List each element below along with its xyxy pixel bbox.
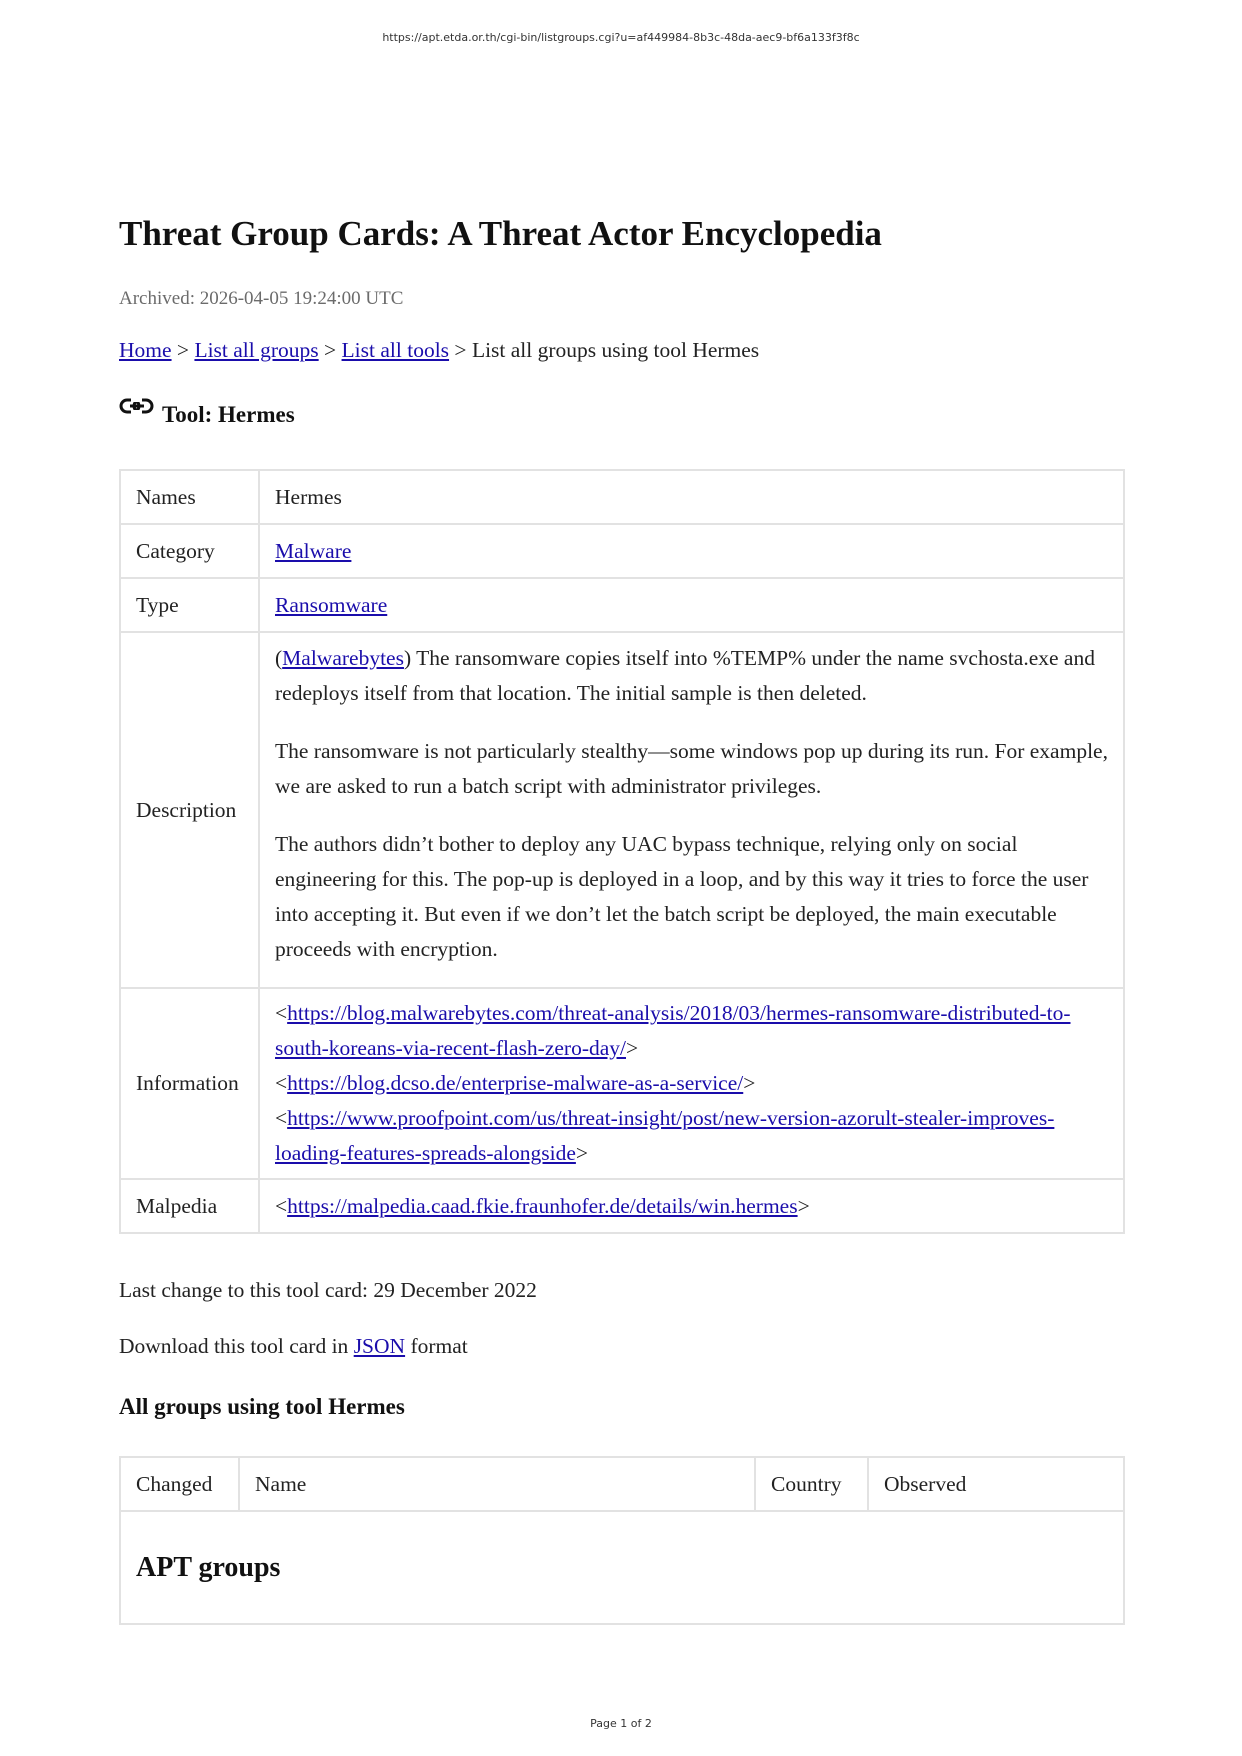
row-label: Information bbox=[120, 988, 259, 1179]
malpedia-link[interactable]: https://malpedia.caad.fkie.fraunhofer.de/details/win.hermes bbox=[287, 1193, 798, 1218]
groups-heading: All groups using tool Hermes bbox=[119, 1394, 405, 1419]
last-change-text: Last change to this tool card: 29 December 2022 bbox=[119, 1278, 537, 1302]
table-row-description bbox=[120, 632, 1124, 988]
paren-open: ( bbox=[275, 646, 283, 670]
information-link[interactable]: https://blog.dcso.de/enterprise-malware-as-a-service/ bbox=[287, 1071, 744, 1095]
breadcrumb-separator: > bbox=[454, 338, 467, 362]
table-row-information bbox=[120, 988, 1124, 1179]
row-label: Type bbox=[120, 578, 259, 632]
angle-close: > bbox=[743, 1071, 756, 1095]
information-link[interactable]: https://www.proofpoint.com/us/threat-insight/post/new-version-azorult-stealer-improves-loading-features-spreads-alongside bbox=[275, 1106, 1055, 1165]
angle-close: > bbox=[575, 1141, 589, 1165]
download-prefix: Download this tool card in bbox=[119, 1334, 354, 1358]
link-icon bbox=[119, 396, 155, 422]
tool-heading-text: Tool: Hermes bbox=[162, 402, 295, 427]
page-title: Threat Group Cards: A Threat Actor Encyclopedia bbox=[119, 214, 882, 253]
category-cell bbox=[259, 524, 1124, 578]
tool-info-table bbox=[119, 469, 1125, 1234]
column-header-observed: Observed bbox=[868, 1457, 1124, 1511]
description-paragraph: The ransomware is not particularly stealthy—some windows pop up during its run. For example, we are asked to run a batch script with administrator privileges. bbox=[275, 739, 1108, 798]
information-link-line bbox=[275, 996, 1108, 1066]
description-text: The ransomware copies itself into %TEMP% under the name svchosta.exe and redeploys itself from that location. The initial sample is then deleted. bbox=[275, 646, 1095, 705]
type-link[interactable]: Ransomware bbox=[275, 592, 388, 617]
row-label: Category bbox=[120, 524, 259, 578]
angle-open: < bbox=[275, 1193, 288, 1218]
row-label: Description bbox=[120, 632, 259, 988]
table-header-row bbox=[120, 1457, 1124, 1511]
column-header-changed: Changed bbox=[120, 1457, 239, 1511]
description-paragraph: The authors didn’t bother to deploy any UAC bypass technique, relying only on social engineering for this. The pop-up is deployed in a loop, and by this way it tries to force the user into accepting it. But even if we don’t let the batch script be deployed, the main executable proceeds with encryption. bbox=[275, 832, 1089, 961]
angle-open: < bbox=[275, 1001, 288, 1025]
description-cell bbox=[259, 632, 1124, 988]
description-source-link[interactable]: Malwarebytes bbox=[282, 646, 404, 670]
angle-open: < bbox=[275, 1071, 288, 1095]
information-cell bbox=[259, 988, 1124, 1179]
breadcrumb-separator: > bbox=[176, 338, 190, 362]
table-row-names bbox=[120, 470, 1124, 524]
information-link-line bbox=[275, 1101, 1108, 1171]
breadcrumb-list-tools-link[interactable]: List all tools bbox=[341, 338, 450, 362]
table-section-row bbox=[120, 1511, 1124, 1624]
angle-open: < bbox=[275, 1106, 288, 1130]
download-suffix: format bbox=[405, 1334, 468, 1358]
download-line bbox=[119, 1334, 468, 1359]
description-paragraph bbox=[275, 641, 1108, 711]
column-header-name: Name bbox=[239, 1457, 755, 1511]
row-label: Names bbox=[120, 470, 259, 524]
breadcrumb-list-groups-link[interactable]: List all groups bbox=[194, 338, 319, 362]
table-row-malpedia bbox=[120, 1179, 1124, 1233]
paren-close: ) bbox=[403, 646, 412, 670]
page-number: Page 1 of 2 bbox=[590, 1717, 652, 1730]
json-download-link[interactable]: JSON bbox=[353, 1334, 406, 1358]
row-label: Malpedia bbox=[120, 1179, 259, 1233]
table-row-type bbox=[120, 578, 1124, 632]
print-url: https://apt.etda.or.th/cgi-bin/listgroups.cgi?u=af449984-8b3c-48da-aec9-bf6a133f3f8c bbox=[382, 31, 860, 44]
angle-close: > bbox=[626, 1036, 639, 1060]
apt-groups-section-title: APT groups bbox=[120, 1511, 1124, 1624]
groups-table bbox=[119, 1456, 1125, 1625]
breadcrumb-home-link[interactable]: Home bbox=[119, 338, 172, 362]
tool-heading bbox=[119, 402, 295, 428]
malpedia-cell bbox=[259, 1179, 1124, 1233]
archived-timestamp: Archived: 2026-04-05 19:24:00 UTC bbox=[119, 288, 404, 309]
information-link[interactable]: https://blog.malwarebytes.com/threat-analysis/2018/03/hermes-ransomware-distributed-to-south-koreans-via-recent-flash-zero-day/ bbox=[275, 1001, 1071, 1060]
breadcrumb-separator: > bbox=[324, 338, 337, 362]
breadcrumb bbox=[119, 338, 759, 363]
information-link-line bbox=[275, 1066, 1108, 1101]
type-cell bbox=[259, 578, 1124, 632]
breadcrumb-current: List all groups using tool Hermes bbox=[471, 338, 760, 362]
table-row-category bbox=[120, 524, 1124, 578]
angle-close: > bbox=[797, 1193, 810, 1218]
category-link[interactable]: Malware bbox=[275, 538, 352, 563]
names-value: Hermes bbox=[259, 470, 1124, 524]
column-header-country: Country bbox=[755, 1457, 868, 1511]
